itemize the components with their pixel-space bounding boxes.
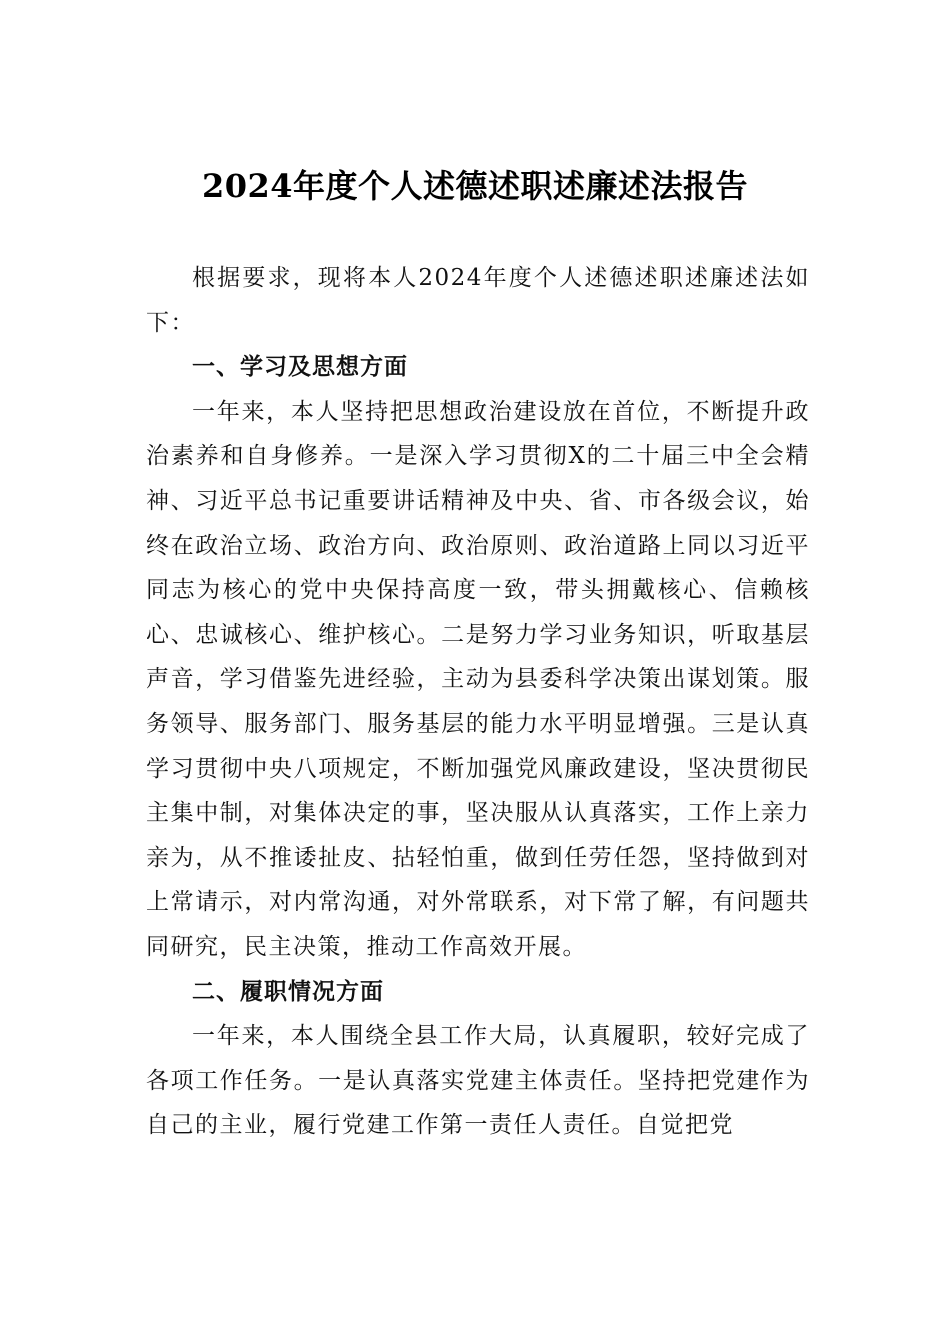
intro-paragraph: 根据要求，现将本人2024年度个人述德述职述廉述法如下： [146, 265, 810, 336]
section-paragraph-duty: 一年来，本人围绕全县工作大局，认真履职，较好完成了各项工作任务。一是认真落实党建主体责任。坚持把党建作为自己的主业，履行党建工作第一责任人责任。自觉把党 [146, 1023, 810, 1139]
section-heading-duty: 二、履职情况方面 [192, 978, 384, 1005]
section-paragraph-study: 一年来，本人坚持把思想政治建设放在首位，不断提升政治素养和自身修养。一是深入学习贯彻X的二十届三中全会精神、习近平总书记重要讲话精神及中央、省、市各级会议，始终在政治立场、政治方向、政治原则、政治道路上同以习近平同志为核心的党中央保持高度一致，带头拥戴核心、信赖核心、忠诚核心、维护核心。二是努力学习业务知识，听取基层声音，学习借鉴先进经验，主动为县委科学决策出谋划策。服务领导、服务部门、服务基层的能力水平明显增强。三是认真学习贯彻中央八项规定，不断加强党风廉政建设，坚决贯彻民主集中制，对集体决定的事，坚决服从认真落实，工作上亲力亲为，从不推诿扯皮、拈轻怕重，做到任劳任怨，坚持做到对上常请示，对内常沟通，对外常联系，对下常了解，有问题共同研究，民主决策，推动工作高效开展。 [146, 398, 810, 960]
document-body [146, 256, 810, 1148]
section-heading-study: 一、学习及思想方面 [192, 354, 408, 381]
document-title: 2024年度个人述德述职述廉述法报告 [201, 167, 749, 205]
